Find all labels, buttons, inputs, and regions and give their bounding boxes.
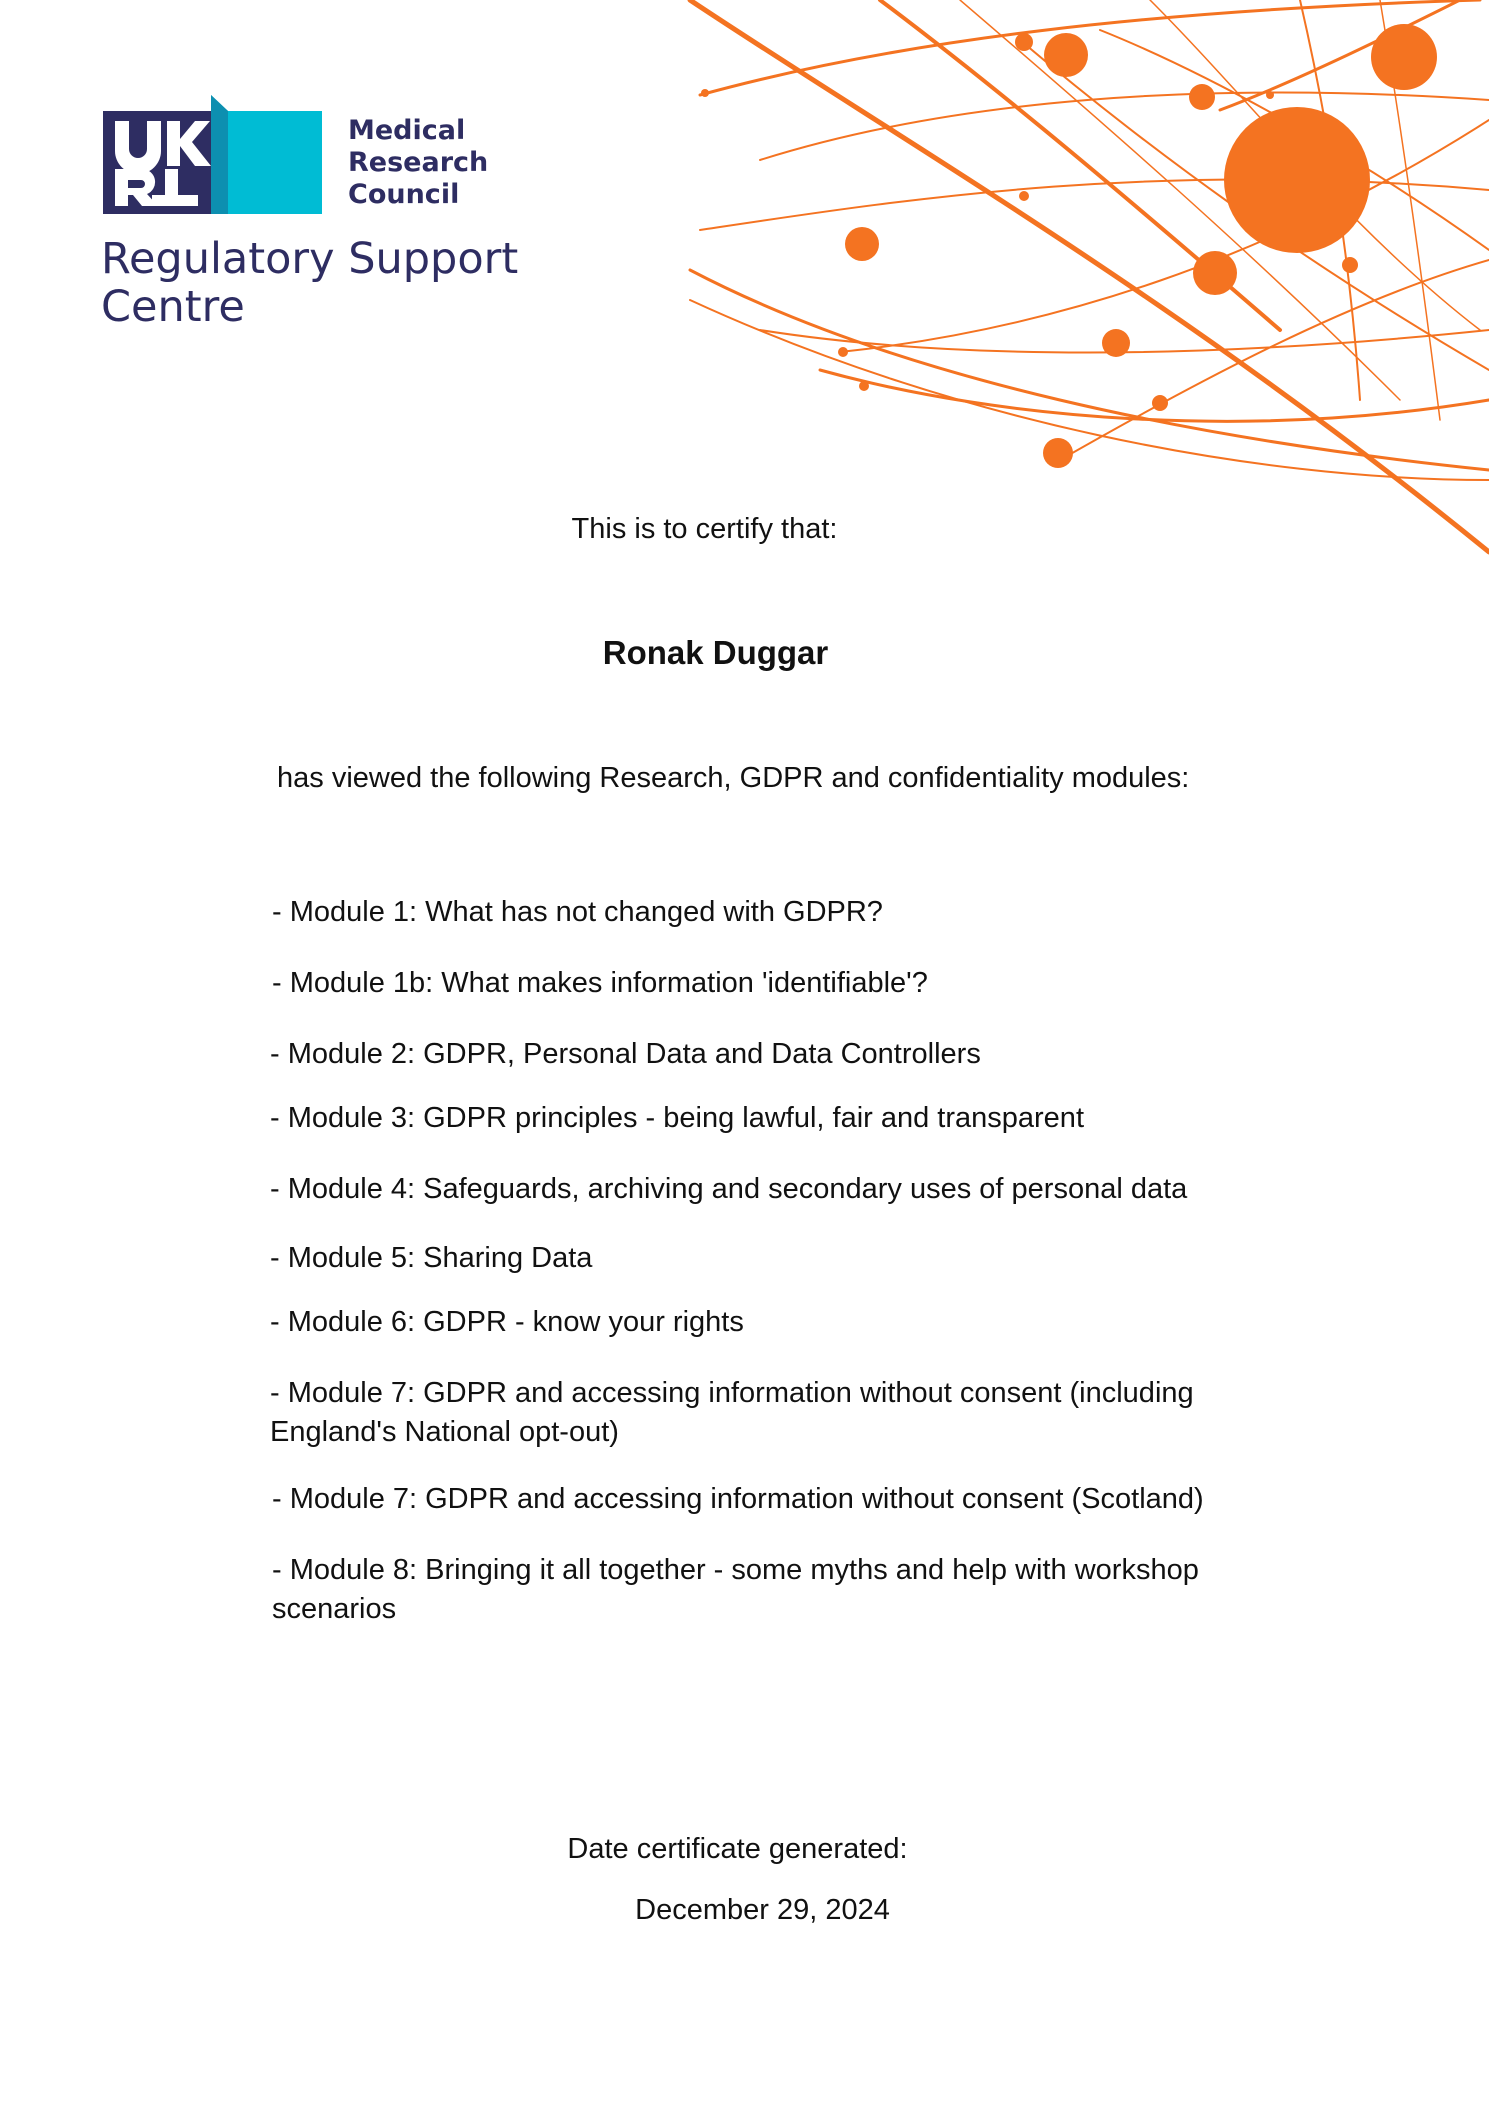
list-item bbox=[270, 1303, 744, 1342]
list-item bbox=[272, 1480, 1204, 1519]
module-line: - Module 5: Sharing Data bbox=[270, 1242, 593, 1274]
certify-intro: This is to certify that: bbox=[571, 513, 838, 545]
list-item bbox=[270, 1035, 981, 1074]
list-item bbox=[270, 1239, 592, 1278]
regulatory-support-centre-wordmark bbox=[101, 235, 518, 331]
network-graphic-icon bbox=[640, 0, 1489, 560]
module-line: England's National opt-out) bbox=[270, 1416, 619, 1448]
viewed-statement: has viewed the following Research, GDPR and confidentiality modules: bbox=[277, 762, 1190, 794]
list-item bbox=[272, 1551, 1199, 1629]
module-line: - Module 2: GDPR, Personal Data and Data Controllers bbox=[270, 1038, 981, 1070]
module-line: - Module 3: GDPR principles - being lawful, fair and transparent bbox=[270, 1102, 1084, 1134]
date-generated-label: Date certificate generated: bbox=[567, 1833, 908, 1865]
module-line: scenarios bbox=[272, 1593, 397, 1625]
module-line: - Module 6: GDPR - know your rights bbox=[270, 1306, 744, 1338]
ukri-logo-mark-icon bbox=[103, 95, 323, 220]
list-item bbox=[270, 1099, 1084, 1138]
mrc-line-2: Research bbox=[348, 147, 489, 178]
rsc-line-1: Regulatory Support bbox=[101, 234, 519, 284]
list-item bbox=[272, 893, 883, 932]
module-line: - Module 8: Bringing it all together - some myths and help with workshop bbox=[272, 1554, 1199, 1586]
date-generated-value: December 29, 2024 bbox=[635, 1894, 890, 1926]
mrc-line-1: Medical bbox=[348, 115, 466, 146]
list-item bbox=[270, 1374, 1194, 1452]
module-line: - Module 7: GDPR and accessing information without consent (including bbox=[270, 1377, 1194, 1409]
mrc-line-3: Council bbox=[348, 179, 460, 210]
list-item bbox=[272, 964, 928, 1003]
ukri-mrc-logo bbox=[103, 95, 523, 335]
list-item bbox=[270, 1170, 1187, 1209]
module-line: - Module 4: Safeguards, archiving and secondary uses of personal data bbox=[270, 1173, 1188, 1205]
recipient-name: Ronak Duggar bbox=[602, 634, 829, 671]
rsc-line-2: Centre bbox=[101, 282, 245, 332]
mrc-wordmark bbox=[348, 115, 488, 211]
module-line: - Module 1b: What makes information 'identifiable'? bbox=[272, 967, 928, 999]
module-line: - Module 1: What has not changed with GDPR? bbox=[272, 896, 883, 928]
module-line: - Module 7: GDPR and accessing information without consent (Scotland) bbox=[272, 1483, 1204, 1515]
